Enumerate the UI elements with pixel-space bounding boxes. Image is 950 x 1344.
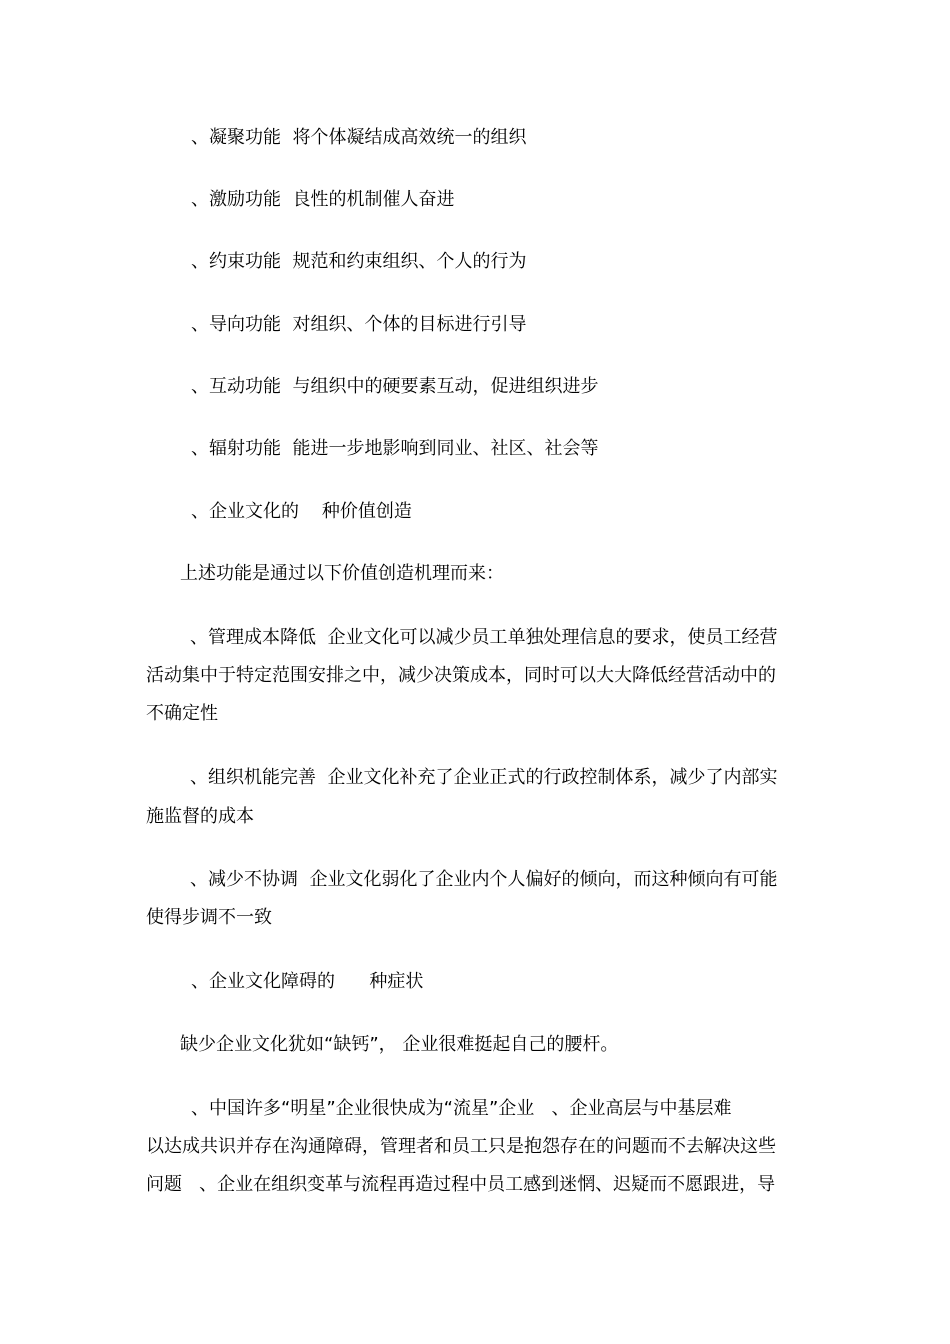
lack-culture-paragraph: 缺少企业文化犹如“缺钙”， 企业很难挺起自己的腰杆。 bbox=[180, 1034, 619, 1055]
function-motivation: 、激励功能 良性的机制催人奋进 bbox=[191, 189, 455, 210]
value-mgmt-cost-line-3: 不确定性 bbox=[146, 703, 218, 724]
section-heading-value-creation: 、企业文化的 种价值创造 bbox=[191, 501, 412, 522]
symptoms-line-3: 问题 、企业在组织变革与流程再造过程中员工感到迷惘、迟疑而不愿跟进，导 bbox=[146, 1174, 776, 1195]
function-guidance: 、导向功能 对组织、个体的目标进行引导 bbox=[191, 314, 527, 335]
symptoms-line-1: 、中国许多“明星”企业很快成为“流星”企业 、企业高层与中基层难 bbox=[191, 1098, 732, 1119]
value-mgmt-cost-line-2: 活动集中于特定范围安排之中，减少决策成本，同时可以大大降低经营活动中的 bbox=[146, 665, 776, 686]
function-cohesion: 、凝聚功能 将个体凝结成高效统一的组织 bbox=[191, 127, 527, 148]
value-reduce-discord-line-1: 、减少不协调 企业文化弱化了企业内个人偏好的倾向，而这种倾向有可能 bbox=[190, 869, 778, 890]
section-heading-symptoms: 、企业文化障碍的 种症状 bbox=[191, 971, 424, 992]
value-org-function-line-1: 、组织机能完善 企业文化补充了企业正式的行政控制体系，减少了内部实 bbox=[190, 767, 778, 788]
symptoms-line-2: 以达成共识并存在沟通障碍，管理者和员工只是抱怨存在的问题而不去解决这些 bbox=[146, 1136, 776, 1157]
value-org-function-line-2: 施监督的成本 bbox=[146, 806, 254, 827]
function-interaction: 、互动功能 与组织中的硬要素互动，促进组织进步 bbox=[191, 376, 599, 397]
value-reduce-discord-line-2: 使得步调不一致 bbox=[146, 907, 272, 928]
value-mgmt-cost-line-1: 、管理成本降低 企业文化可以减少员工单独处理信息的要求，使员工经营 bbox=[190, 627, 778, 648]
function-radiation: 、辐射功能 能进一步地影响到同业、社区、社会等 bbox=[191, 438, 599, 459]
function-constraint: 、约束功能 规范和约束组织、个人的行为 bbox=[191, 251, 527, 272]
intro-paragraph: 上述功能是通过以下价值创造机理而来： bbox=[180, 563, 504, 584]
